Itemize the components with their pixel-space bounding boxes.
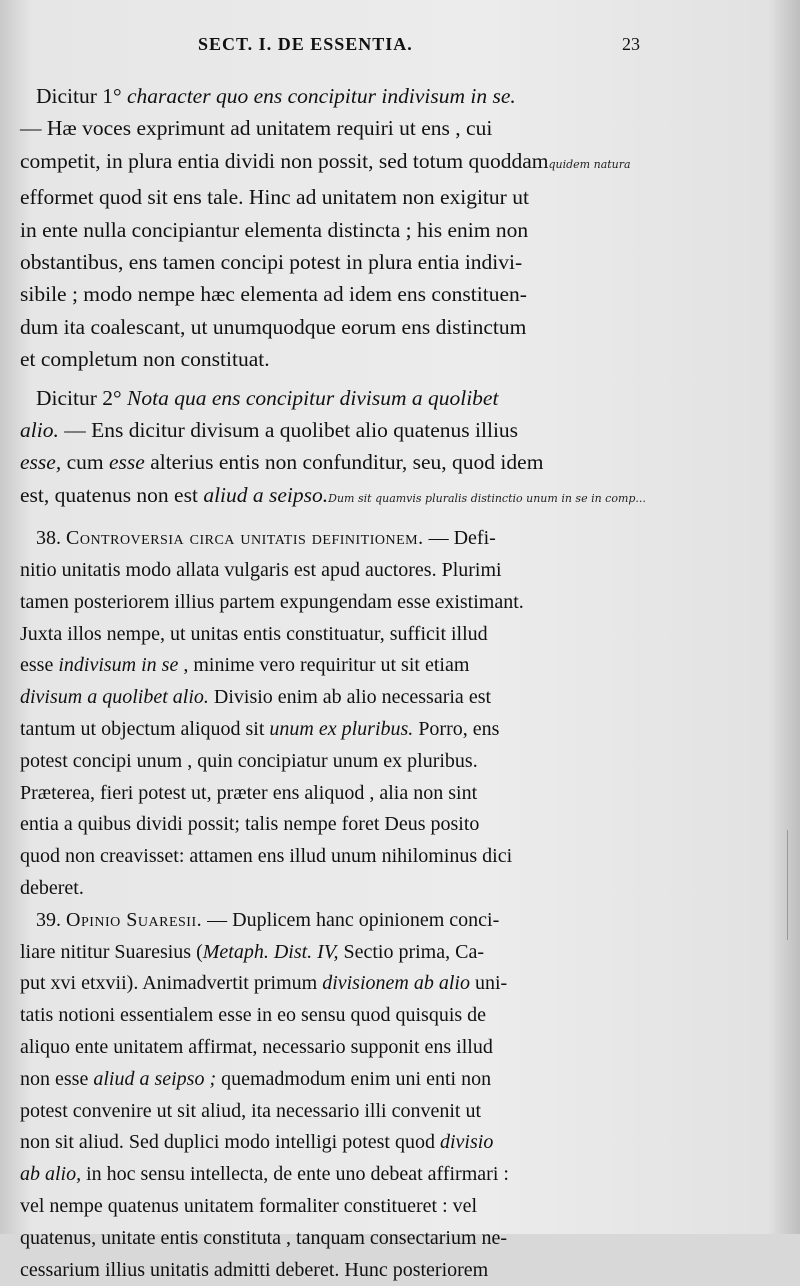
text-line: potest convenire ut sit aliud, ita necessario illi convenit ut [20,1099,481,1122]
text-line: competit, in plura entia dividi non possit, sed totum quoddamquidem natura [20,148,631,173]
text-line: et completum non constituat. [20,347,270,372]
section-number: 39. [36,908,66,931]
text-line: divisum a quolibet alio. Divisio enim ab alio necessaria est [20,686,492,709]
text-line: tamen posteriorem illius partem expungendam esse existimant. [20,590,524,613]
text-line: efformet quod sit ens tale. Hinc ad unitatem non exigitur ut [20,185,529,210]
text-line: esse, cum esse alterius entis non confunditur, seu, quod idem [20,450,544,475]
text-line: nitio unitatis modo allata vulgaris est apud auctores. Plurimi [20,559,502,582]
text-line: non sit aliud. Sed duplici modo intelligi potest quod divisio [20,1131,494,1154]
text-line: alio. — Ens dicitur divisum a quolibet alio quatenus illius [20,418,519,443]
section-heading: Controversia circa unitatis definitionem. [66,527,424,550]
page-number: 23 [622,34,640,54]
handwritten-note: Dum sit quamvis pluralis distinctio unum in se in comp... [328,491,646,505]
text-line: put xvi etxvii). Animadvertit primum divisionem ab alio uni- [20,972,508,995]
text-line: sibile ; modo nempe hæc elementa ad idem ens constituen- [20,282,527,307]
text-line: Dicitur 1° character quo ens concipitur indivisum in se. [36,84,516,108]
text-line: tatis notioni essentialem esse in eo sensu quod quisquis de [20,1004,487,1027]
text-line: esse indivisum in se , minime vero requiritur ut sit etiam [20,654,470,677]
running-title: SECT. I. DE ESSENTIA. [198,34,413,54]
text-line: est, quatenus non est aliud a seipso.Dum sit quamvis pluralis distinctio unum in se in comp... [20,482,646,507]
text-line: in ente nulla concipiantur elementa distincta ; his enim non [20,217,529,242]
page-header [0,30,800,60]
paragraph-dicitur-1 [20,80,660,376]
text-line: — Hæ voces exprimunt ad unitatem requiri ut ens , cui [20,116,493,141]
text-line: entia a quibus dividi possit; talis nempe foret Deus posito [20,813,480,836]
handwritten-insert: quidem natura [548,157,631,171]
paragraph-dicitur-2 [20,382,660,516]
text-line: deberet. [20,877,84,900]
margin-scribble [787,830,798,940]
text-line: 38. Controversia circa unitatis definitionem. — Defi- [36,527,496,550]
text-line: tantum ut objectum aliquod sit unum ex pluribus. Porro, ens [20,718,500,741]
text-line: quod non creavisset: attamen ens illud unum nihilominus dici [20,845,513,868]
text-line: dum ita coalescant, ut unumquodque eorum ens distinctum [20,314,527,339]
paragraph-38 [20,523,660,905]
paragraph-39 [20,905,660,1286]
text-line: ab alio, in hoc sensu intellecta, de ente uno debeat affirmari : [20,1163,509,1186]
text-line: Dicitur 2° Nota qua ens concipitur divisum a quolibet [36,385,499,410]
section-number: 38. [36,527,66,550]
page-body [20,80,660,1286]
text-line: 39. Opinio Suaresii. — Duplicem hanc opinionem conci- [36,908,500,931]
text-line: cessarium illius unitatis admitti deberet. Hunc posteriorem [20,1258,489,1281]
text-line: non esse aliud a seipso ; quemadmodum enim uni enti non [20,1067,492,1090]
text-line: Præterea, fieri potest ut, præter ens aliquod , alia non sint [20,781,478,804]
text-line: Juxta illos nempe, ut unitas entis constituatur, sufficit illud [20,622,488,645]
text-line: vel nempe quatenus unitatem formaliter constitueret : vel [20,1195,478,1218]
section-heading: Opinio Suaresii. [66,908,203,931]
text-line: quatenus, unitate entis constituta , tanquam consectarium ne- [20,1226,508,1249]
text-line: potest concipi unum , quin concipiatur unum ex pluribus. [20,749,478,772]
text-line: aliquo ente unitatem affirmat, necessario supponit ens illud [20,1036,493,1059]
text-line: liare nititur Suaresius (Metaph. Dist. IV, Sectio prima, Ca- [20,940,484,963]
text-line: obstantibus, ens tamen concipi potest in plura entia indivi- [20,250,523,275]
